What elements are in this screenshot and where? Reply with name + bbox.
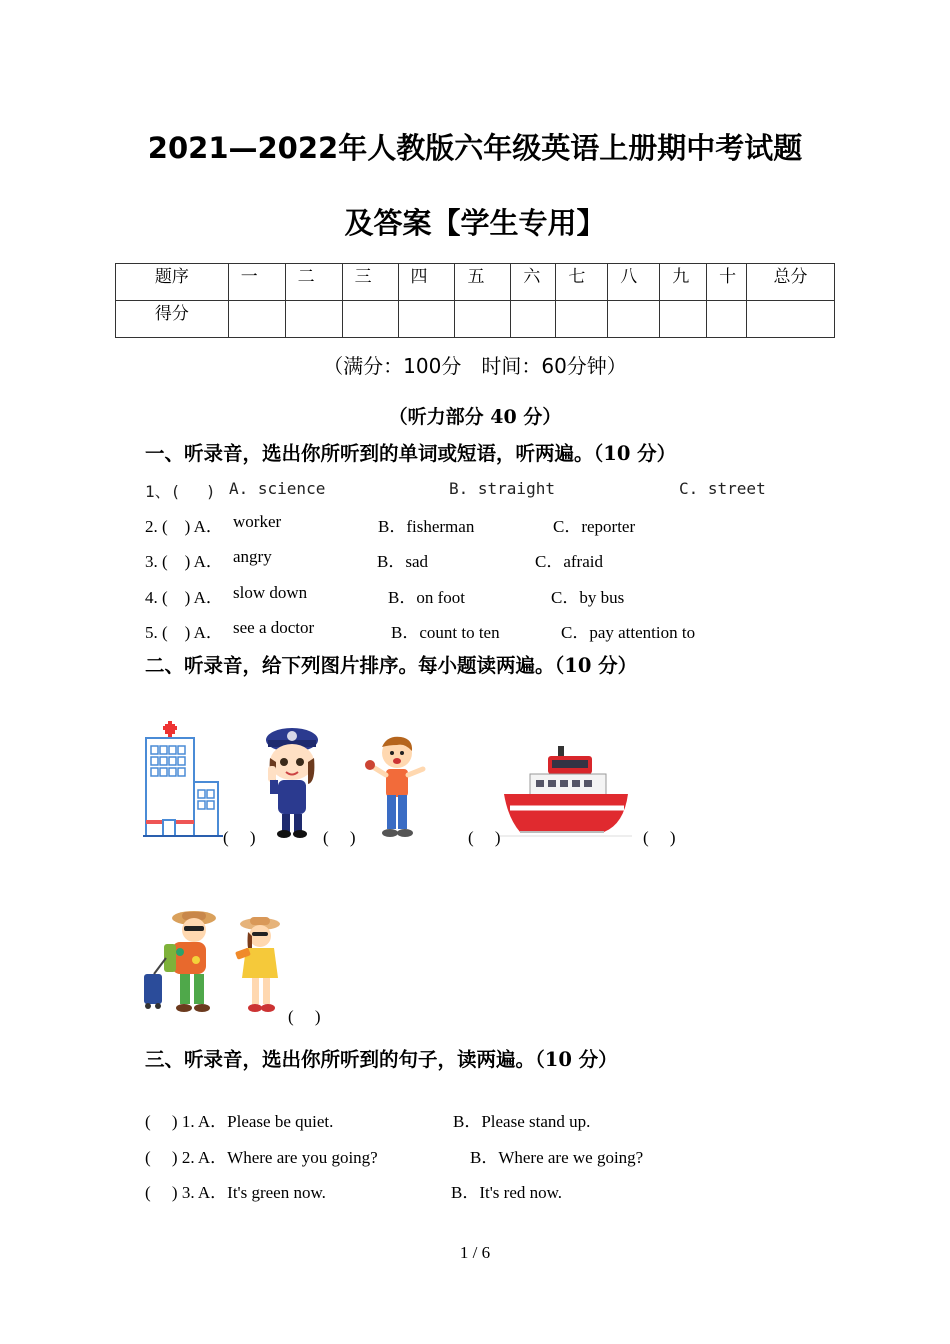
answer-blank[interactable]: ( ) xyxy=(323,828,356,847)
table-cell: 一 xyxy=(228,264,285,301)
table-cell: 五 xyxy=(455,264,511,301)
sentence-3-option-b[interactable]: B．It's red now. xyxy=(451,1183,563,1202)
section1-heading: 一、听录音，选出你所听到的单词或短语，听两遍。（10 分） xyxy=(145,442,677,465)
score-table-score-row xyxy=(116,301,835,338)
question-4-option-c[interactable]: C．by bus xyxy=(551,588,625,607)
score-table-header-row xyxy=(116,264,835,301)
exam-info: （满分：100分 时间：60分钟） xyxy=(323,354,627,378)
score-cell[interactable] xyxy=(398,301,455,338)
score-cell[interactable] xyxy=(707,301,747,338)
question-2-option-b[interactable]: B．fisherman xyxy=(378,517,475,536)
question-4-option-b[interactable]: B．on foot xyxy=(388,588,465,607)
score-cell[interactable] xyxy=(285,301,342,338)
score-cell[interactable] xyxy=(342,301,398,338)
question-3-option-a[interactable]: angry xyxy=(233,547,272,566)
page-number: 1 / 6 xyxy=(459,1243,491,1262)
question-1-option-c[interactable]: C. street xyxy=(679,479,766,498)
question-4-option-a[interactable]: slow down xyxy=(233,583,308,602)
answer-blank[interactable]: ( ) xyxy=(643,828,676,847)
table-cell: 二 xyxy=(285,264,342,301)
singing-boy-icon xyxy=(357,733,433,839)
score-cell[interactable] xyxy=(455,301,511,338)
sentence-2-option-b[interactable]: B．Where are we going? xyxy=(470,1148,644,1167)
question-1-option-b[interactable]: B. straight xyxy=(449,479,555,498)
listening-part-label: （听力部分 40 分） xyxy=(388,406,562,428)
question-1-number: 1、( ) xyxy=(145,482,216,501)
question-3-option-c[interactable]: C．afraid xyxy=(535,552,603,571)
question-5-option-b[interactable]: B．count to ten xyxy=(391,623,500,642)
score-cell[interactable] xyxy=(747,301,835,338)
policewoman-icon xyxy=(258,722,326,840)
page-title-line2: 及答案【学生专用】 xyxy=(344,206,606,240)
question-3-option-b[interactable]: B．sad xyxy=(377,552,428,571)
question-2-option-a[interactable]: worker xyxy=(233,512,282,531)
table-cell: 九 xyxy=(660,264,707,301)
score-cell[interactable] xyxy=(556,301,608,338)
sentence-2-option-a[interactable]: ( ) 2. A．Where are you going? xyxy=(145,1148,378,1167)
question-5-option-c[interactable]: C．pay attention to xyxy=(561,623,696,642)
score-cell[interactable] xyxy=(228,301,285,338)
hospital-icon xyxy=(143,720,223,840)
question-3-number: 3. ( ) A． xyxy=(145,552,223,571)
table-cell: 三 xyxy=(342,264,398,301)
table-cell: 题序 xyxy=(116,264,229,301)
sentence-3-option-a[interactable]: ( ) 3. A．It's green now. xyxy=(145,1183,326,1202)
table-cell: 六 xyxy=(511,264,556,301)
table-cell: 八 xyxy=(608,264,660,301)
page-title-line1: 2021—2022年人教版六年级英语上册期中考试题 xyxy=(147,131,803,165)
table-cell: 十 xyxy=(707,264,747,301)
answer-blank[interactable]: ( ) xyxy=(288,1007,321,1026)
section3-heading: 三、听录音，选出你所听到的句子，读两遍。（10 分） xyxy=(145,1048,618,1071)
sentence-1-option-a[interactable]: ( ) 1. A．Please be quiet. xyxy=(145,1112,334,1131)
table-cell: 七 xyxy=(556,264,608,301)
travelers-icon xyxy=(142,908,290,1016)
question-5-option-a[interactable]: see a doctor xyxy=(233,618,315,637)
question-5-number: 5. ( ) A． xyxy=(145,623,223,642)
score-table xyxy=(115,263,835,338)
section2-heading: 二、听录音，给下列图片排序。每小题读两遍。（10 分） xyxy=(145,654,638,677)
question-2-number: 2. ( ) A． xyxy=(145,517,223,536)
question-2-option-c[interactable]: C．reporter xyxy=(553,517,636,536)
table-cell: 得分 xyxy=(116,301,229,338)
sentence-1-option-b[interactable]: B．Please stand up. xyxy=(453,1112,591,1131)
score-cell[interactable] xyxy=(608,301,660,338)
table-cell: 四 xyxy=(398,264,455,301)
answer-blank[interactable]: ( ) xyxy=(223,828,256,847)
answer-blank[interactable]: ( ) xyxy=(468,828,501,847)
question-1-option-a[interactable]: A. science xyxy=(229,479,326,498)
question-4-number: 4. ( ) A． xyxy=(145,588,223,607)
ship-icon xyxy=(500,742,632,838)
score-cell[interactable] xyxy=(660,301,707,338)
table-cell: 总分 xyxy=(747,264,835,301)
score-cell[interactable] xyxy=(511,301,556,338)
